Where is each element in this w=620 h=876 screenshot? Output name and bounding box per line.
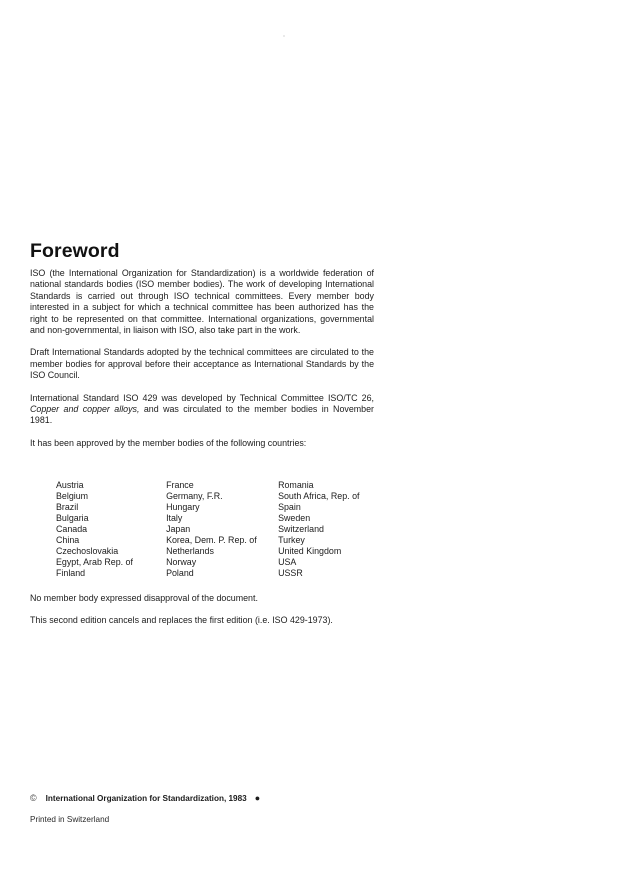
country-item: South Africa, Rep. of	[278, 491, 360, 501]
paragraph-approval-intro: It has been approved by the member bodies of the following countries:	[30, 437, 307, 448]
paragraph-iso-intro: ISO (the International Organization for Standardization) is a worldwide federation of national standards bodies (ISO member bodies). The work of developing International Standards is carried out through ISO technical committees. Every member body interested in a subject for which a technical committee has been authorized has the right to be represented on that committee. International organizations, governmental and non-governmental, in liaison with ISO, also take part in the work.	[30, 268, 374, 336]
country-item: China	[56, 535, 80, 545]
country-item: Egypt, Arab Rep. of	[56, 557, 133, 567]
paragraph-edition-note: This second edition cancels and replaces the first edition (i.e. ISO 429-1973).	[30, 615, 333, 626]
country-item: Turkey	[278, 535, 305, 545]
foreword-section	[30, 240, 374, 460]
country-item: USSR	[278, 568, 303, 578]
copyright-text: International Organization for Standardization, 1983	[45, 794, 247, 803]
country-item: USA	[278, 557, 297, 567]
closing-section	[30, 593, 374, 638]
country-item: Finland	[56, 568, 86, 578]
country-item: Sweden	[278, 513, 311, 523]
scan-speck	[283, 35, 285, 37]
country-item: Canada	[56, 524, 88, 534]
country-column-2	[166, 480, 278, 579]
country-column-1	[56, 480, 166, 579]
country-item: Hungary	[166, 502, 200, 512]
country-item: Spain	[278, 502, 301, 512]
country-item: Brazil	[56, 502, 79, 512]
bullet-icon: ●	[254, 793, 261, 803]
paragraph-no-disapproval: No member body expressed disapproval of the document.	[30, 593, 258, 603]
country-item: Switzerland	[278, 524, 324, 534]
country-item: Japan	[166, 524, 191, 534]
copyright-line	[30, 793, 390, 804]
country-item: Belgium	[56, 491, 89, 501]
country-list	[56, 480, 396, 579]
country-item: Austria	[56, 480, 84, 490]
country-item: France	[166, 480, 194, 490]
development-text-end: and was circulated to the member bodies in November 1981.	[30, 404, 374, 426]
country-item: United Kingdom	[278, 546, 342, 556]
committee-title: Copper and copper alloys,	[30, 404, 140, 415]
paragraph-development	[30, 393, 374, 427]
country-item: Poland	[166, 568, 194, 578]
page-title: Foreword	[30, 240, 120, 262]
country-column-3	[278, 480, 396, 579]
development-text-start: International Standard ISO 429 was developed by Technical Committee ISO/TC 26,	[30, 392, 374, 403]
page-footer	[30, 793, 390, 825]
country-item: Italy	[166, 513, 183, 523]
country-item: Czechoslovakia	[56, 546, 119, 556]
country-item: Bulgaria	[56, 513, 89, 523]
country-item: Netherlands	[166, 546, 214, 556]
printed-in-note: Printed in Switzerland	[30, 815, 110, 824]
country-item: Romania	[278, 480, 314, 490]
country-item: Korea, Dem. P. Rep. of	[166, 535, 257, 545]
country-item: Norway	[166, 557, 197, 567]
country-item: Germany, F.R.	[166, 491, 223, 501]
copyright-icon: ©	[30, 793, 37, 803]
paragraph-draft-standards: Draft International Standards adopted by the technical committees are circulated to the member bodies for approval before their acceptance as International Standards by the ISO Council.	[30, 347, 374, 381]
